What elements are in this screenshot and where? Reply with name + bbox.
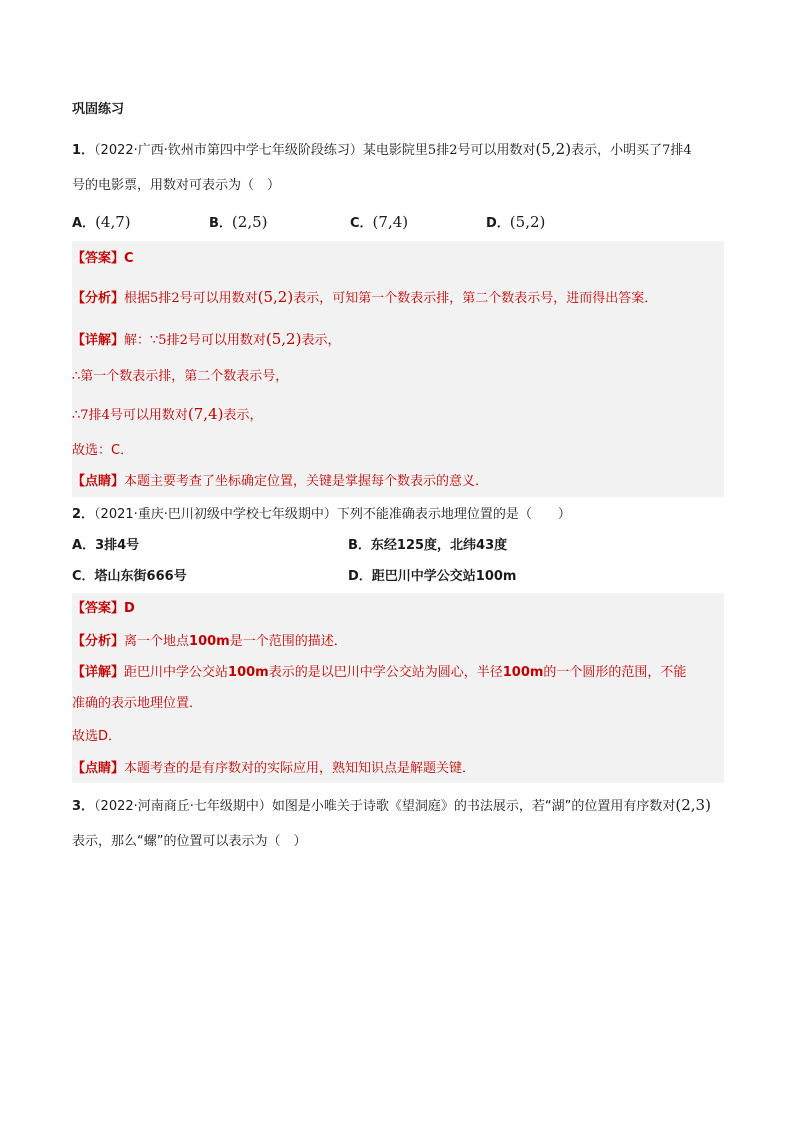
q2-choose: 故选D． [72,729,122,744]
q1-option-c: C．(7,4) [350,213,409,231]
q2-detail: 【详解】距巴川中学公交站100m表示的是以巴川中学公交站为圆心，半径100m的一个圆形的范围，不能 [72,665,687,680]
q2-option-b: B．东经125度，北纬43度 [348,538,508,553]
section-title: 巩固练习 [72,102,125,117]
q1-number: 1． [72,143,95,158]
q1-therefore-2: ∴7排4号可以用数对(7,4)表示， [72,405,263,423]
q1-source: （2022·广西·钦州市第四中学七年级阶段练习） [94,143,363,158]
q3-stem-line1: 3．（2022·河南商丘·七年级期中）如图是小唯关于诗歌《望洞庭》的书法展示，若“湖”的位置用有序数对(2,3) [72,796,711,814]
q1-answer: 【答案】C [72,251,134,266]
q2-option-c: C．塔山东街666号 [72,569,187,584]
q1-choose: 故选：C． [72,443,134,458]
q1-stem-line1: 1．（2022·广西·钦州市第四中学七年级阶段练习）某电影院里5排2号可以用数对(5,2)表示，小明买了7排4 [72,140,692,158]
q2-option-d: D．距巴川中学公交站100m [348,569,517,584]
q1-stem-line2: 号的电影票，用数对可表示为（ ） [72,178,281,193]
q1-analysis: 【分析】根据5排2号可以用数对(5,2)表示，可知第一个数表示排，第二个数表示号，进而得出答案． [72,288,658,306]
q3-pair-2-3: (2,3) [675,796,711,814]
q1-option-d: D．(5,2) [486,213,546,231]
q2-answer: 【答案】D [72,601,135,616]
q1-option-a: A．(4,7) [72,213,131,231]
q2-stem: 2．（2021·重庆·巴川初级中学校七年级期中）下列不能准确表示地理位置的是（ ） [72,507,571,522]
q2-solution-box [72,593,724,783]
q1-therefore-1: ∴第一个数表示排，第二个数表示号， [72,369,289,384]
q2-detail-line2: 准确的表示地理位置． [72,696,203,711]
q1-option-b: B．(2,5) [209,213,268,231]
q1-detail: 【详解】解：∵5排2号可以用数对(5,2)表示， [72,330,341,348]
q2-analysis: 【分析】离一个地点100m是一个范围的描述． [72,634,347,649]
q2-option-a: A．3排4号 [72,538,140,553]
q1-comment: 【点睛】本题主要考查了坐标确定位置，关键是掌握每个数表示的意义． [72,474,489,489]
q2-comment: 【点睛】本题考查的是有序数对的实际应用，熟知知识点是解题关键． [72,761,476,776]
q1-pair-5-2: (5,2) [535,140,572,158]
q3-stem-line2: 表示，那么“螺”的位置可以表示为（ ） [72,834,307,849]
